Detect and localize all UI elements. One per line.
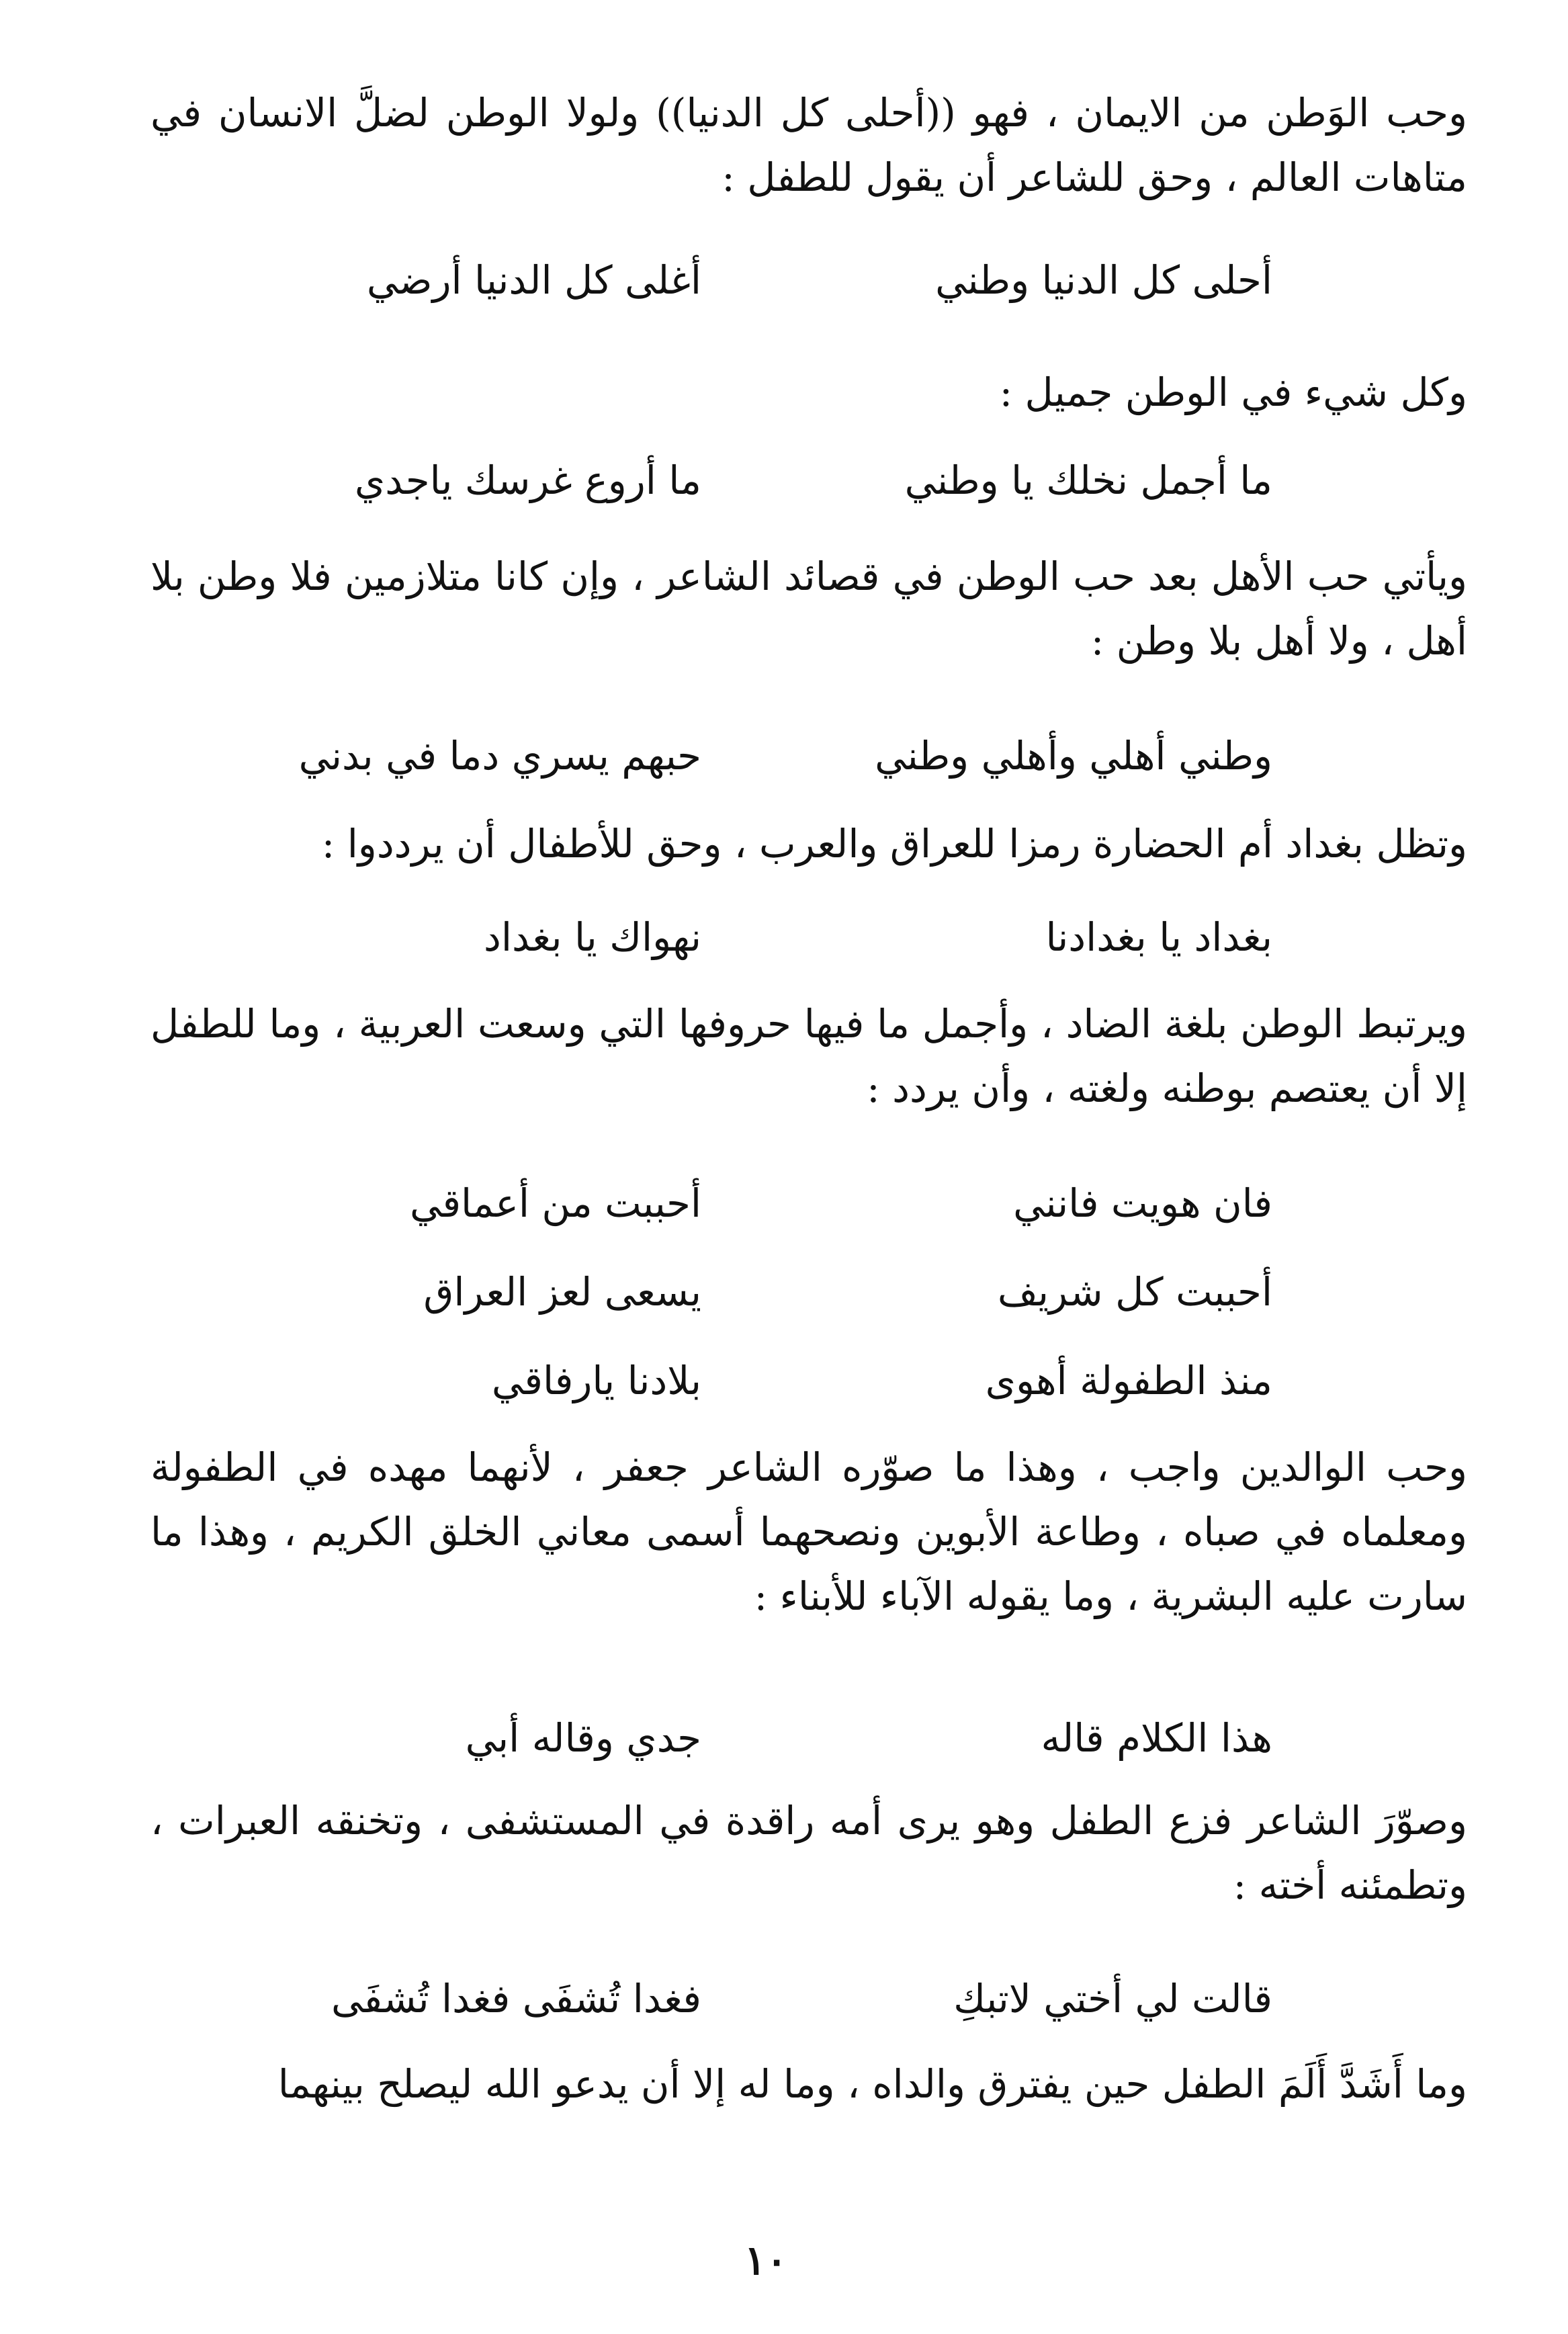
- verse-4-second-hemistich: نهواك يا بغداد: [484, 914, 701, 960]
- verse-2-second-hemistich: ما أروع غرسك ياجدي: [354, 458, 701, 503]
- paragraph-4: وتظل بغداد أم الحضارة رمزا للعراق والعرب ، وحق للأطفال أن يرددوا :: [321, 821, 1467, 867]
- paragraph-8: وما أَشَدَّ أَلَمَ الطفل حين يفترق والداه ، وما له إلا أن يدعو الله ليصلح بينهما: [277, 2061, 1467, 2107]
- paragraph-7: وصوّرَ الشاعر فزع الطفل وهو يرى أمه راقدة في المستشفى ، وتخنقه العبرات ، وتطمئنه أخته :: [150, 1798, 1467, 1908]
- paragraph-6: وحب الوالدين واجب ، وهذا ما صوّره الشاعر جعفر ، لأنهما مهده في الطفولة ومعلماه في صباه ، وطاعة الأبوين ونصحهما أسمى معاني الخلق الكريم ، وهذا ما سارت عليه البشرية ، وما يقوله الآباء للأبناء :: [150, 1444, 1467, 1619]
- verse-9: [0, 1962, 1568, 2036]
- verse-2-first-hemistich: ما أجمل نخلك يا وطني: [904, 458, 1272, 503]
- paragraph-1: وحب الوَطن من الايمان ، فهو ((أحلى كل الدنيا)) ولولا الوطن لضلَّ الانسان في متاهات العالم ، وحق للشاعر أن يقول للطفل :: [150, 90, 1467, 200]
- verse-4-first-hemistich: بغداد يا بغدادنا: [1045, 914, 1272, 960]
- verse-2: [0, 443, 1568, 517]
- verse-4: [0, 900, 1568, 974]
- verse-7-second-hemistich: بلادنا يارفاقي: [491, 1358, 701, 1403]
- verse-6: [0, 1255, 1568, 1329]
- paragraph-3: ويأتي حب الأهل بعد حب الوطن في قصائد الشاعر ، وإن كانا متلازمين فلا وطن بلا أهل ، ولا أهل بلا وطن :: [150, 554, 1467, 664]
- verse-3-first-hemistich: وطني أهلي وأهلي وطني: [875, 733, 1272, 779]
- verse-1: [0, 243, 1568, 317]
- verse-6-second-hemistich: يسعى لعز العراق: [423, 1269, 701, 1315]
- verse-5-first-hemistich: فان هويت فانني: [1013, 1180, 1272, 1226]
- verse-9-first-hemistich: قالت لي أختي لاتبكِ: [953, 1976, 1272, 2022]
- verse-7-first-hemistich: منذ الطفولة أهوى: [985, 1358, 1272, 1403]
- verse-5-second-hemistich: أحببت من أعماقي: [409, 1180, 701, 1226]
- verse-1-second-hemistich: أغلى كل الدنيا أرضي: [366, 257, 701, 303]
- verse-1-first-hemistich: أحلى كل الدنيا وطني: [935, 257, 1272, 303]
- verse-9-second-hemistich: فغدا تُشفَى فغدا تُشفَى: [331, 1976, 701, 2022]
- verse-3: [0, 719, 1568, 793]
- page-number: ١٠: [744, 2237, 788, 2284]
- verse-8: [0, 1701, 1568, 1775]
- paragraph-2: وكل شيء في الوطن جميل :: [999, 370, 1467, 415]
- verse-8-second-hemistich: جدي وقاله أبي: [465, 1715, 701, 1761]
- verse-8-first-hemistich: هذا الكلام قاله: [1041, 1715, 1272, 1761]
- verse-5: [0, 1166, 1568, 1240]
- verse-3-second-hemistich: حبهم يسري دما في بدني: [298, 733, 701, 779]
- verse-6-first-hemistich: أحببت كل شريف: [997, 1269, 1272, 1315]
- paragraph-5: ويرتبط الوطن بلغة الضاد ، وأجمل ما فيها حروفها التي وسعت العربية ، وما للطفل إلا أن يعتصم بوطنه ولغته ، وأن يردد :: [150, 1001, 1467, 1111]
- verse-7: [0, 1344, 1568, 1418]
